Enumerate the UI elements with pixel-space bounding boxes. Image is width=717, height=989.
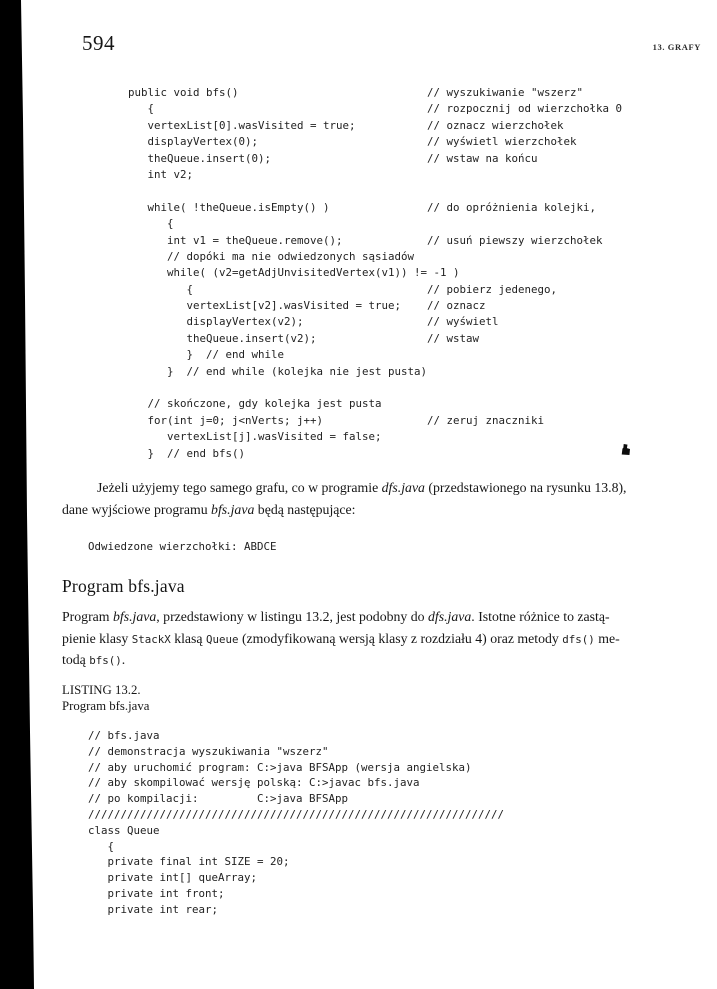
code-line: theQueue.insert(v2); // wstaw bbox=[128, 331, 480, 345]
code-line: int v2; bbox=[128, 167, 194, 181]
italic-filename: dfs.java bbox=[381, 480, 425, 495]
scan-gutter-shadow bbox=[0, 0, 40, 989]
running-header: 13. GRAFY bbox=[652, 42, 701, 52]
listing-caption-title: Program bfs.java bbox=[62, 699, 150, 713]
code-line: theQueue.insert(0); // wstaw na końcu bbox=[128, 151, 538, 165]
text-run: todą bbox=[62, 652, 90, 667]
code-line: // po kompilacji: C:>java BFSApp bbox=[88, 792, 349, 806]
paragraph-line bbox=[62, 502, 627, 524]
code-line: } // end while (kolejka nie jest pusta) bbox=[128, 364, 428, 378]
paragraph-line bbox=[62, 652, 620, 674]
code-line: // aby uruchomić program: C:>java BFSApp (wersja angielska) bbox=[88, 760, 472, 774]
code-line: // aby skompilować wersję polską: C:>javac bfs.java bbox=[88, 776, 420, 790]
italic-filename: bfs.java bbox=[211, 501, 255, 517]
text-run: . Istotne różnice to zastą- bbox=[471, 609, 610, 624]
text-run: dane wyjściowe programu bbox=[62, 501, 212, 517]
code-line: while( (v2=getAdjUnvisitedVertex(v1)) != -1 ) bbox=[128, 266, 460, 280]
code-line: // bfs.java bbox=[88, 729, 160, 742]
code-line: public void bfs() // wyszukiwanie "wszerz" bbox=[128, 86, 584, 99]
code-line bbox=[128, 381, 622, 397]
text-run: pienie klasy bbox=[62, 630, 132, 646]
code-line: private int front; bbox=[88, 886, 225, 900]
listing-13-2-code bbox=[88, 729, 504, 919]
listing-caption-label: LISTING 13.2. bbox=[62, 683, 141, 697]
italic-filename: dfs.java bbox=[427, 609, 472, 624]
paragraph-line bbox=[62, 609, 620, 631]
code-line: vertexList[0].wasVisited = true; // oznacz wierzchołek bbox=[128, 118, 564, 132]
text-run: Jeżeli użyjemy tego samego grafu, co w programie bbox=[97, 480, 382, 495]
italic-filename: bfs.java bbox=[112, 609, 157, 624]
description-paragraph bbox=[62, 609, 620, 674]
text-run: (zmodyfikowaną wersją klasy z rozdziału 4) oraz metody bbox=[238, 630, 563, 646]
paragraph-line bbox=[62, 631, 620, 653]
code-line: // demonstracja wyszukiwania "wszerz" bbox=[88, 744, 329, 758]
code-line: for(int j=0; j<nVerts; j++) // zeruj znaczniki bbox=[128, 413, 545, 427]
inline-code: StackX bbox=[131, 632, 171, 646]
intro-paragraph bbox=[62, 480, 627, 523]
code-line: } // end bfs() bbox=[128, 446, 246, 460]
code-line: class Queue bbox=[88, 823, 160, 837]
paragraph-line bbox=[62, 480, 627, 502]
code-line: private int rear; bbox=[88, 902, 219, 916]
code-line: { bbox=[88, 839, 115, 853]
inline-code: dfs() bbox=[562, 632, 595, 646]
program-output-line: Odwiedzone wierzchołki: ABDCE bbox=[88, 540, 277, 553]
text-run: (przedstawionego na rysunku 13.8), bbox=[424, 480, 627, 495]
code-line: { bbox=[128, 217, 174, 231]
page-number: 594 bbox=[82, 31, 115, 55]
code-line: while( !theQueue.isEmpty() ) // do opróżnienia kolejki, bbox=[128, 200, 597, 214]
text-run: . bbox=[121, 652, 126, 667]
code-line bbox=[128, 184, 622, 200]
code-line: displayVertex(v2); // wyświetl bbox=[128, 315, 499, 329]
text-run: klasą bbox=[170, 630, 206, 646]
text-run: będą następujące: bbox=[254, 501, 356, 517]
ink-blot-artifact bbox=[621, 444, 630, 455]
code-line: int v1 = theQueue.remove(); // usuń piewszy wierzchołek bbox=[128, 233, 603, 247]
code-line: vertexList[v2].wasVisited = true; // oznacz bbox=[128, 299, 486, 313]
bfs-method-code-listing bbox=[128, 86, 622, 463]
section-heading: Program bfs.java bbox=[62, 576, 185, 596]
code-line: private final int SIZE = 20; bbox=[88, 855, 290, 869]
code-line: } // end while bbox=[128, 348, 285, 362]
code-line: private int[] queArray; bbox=[88, 871, 258, 885]
inline-code: bfs() bbox=[89, 654, 122, 667]
text-run: Program bbox=[62, 609, 113, 624]
inline-code: Queue bbox=[206, 632, 239, 646]
code-line: displayVertex(0); // wyświetl wierzchołek bbox=[128, 135, 577, 149]
text-run: me- bbox=[594, 630, 620, 646]
code-line: { // pobierz jedenego, bbox=[128, 282, 558, 296]
code-line: // dopóki ma nie odwiedzonych sąsiadów bbox=[128, 249, 415, 263]
code-line: vertexList[j].wasVisited = false; bbox=[128, 430, 382, 444]
code-line: //////////////////////////////////////////////////////////////// bbox=[88, 807, 505, 821]
text-run: , przedstawiony w listingu 13.2, jest podobny do bbox=[156, 609, 428, 624]
listing-caption bbox=[62, 683, 149, 715]
code-line: // skończone, gdy kolejka jest pusta bbox=[128, 397, 382, 411]
code-line: { // rozpocznij od wierzchołka 0 bbox=[128, 102, 623, 116]
